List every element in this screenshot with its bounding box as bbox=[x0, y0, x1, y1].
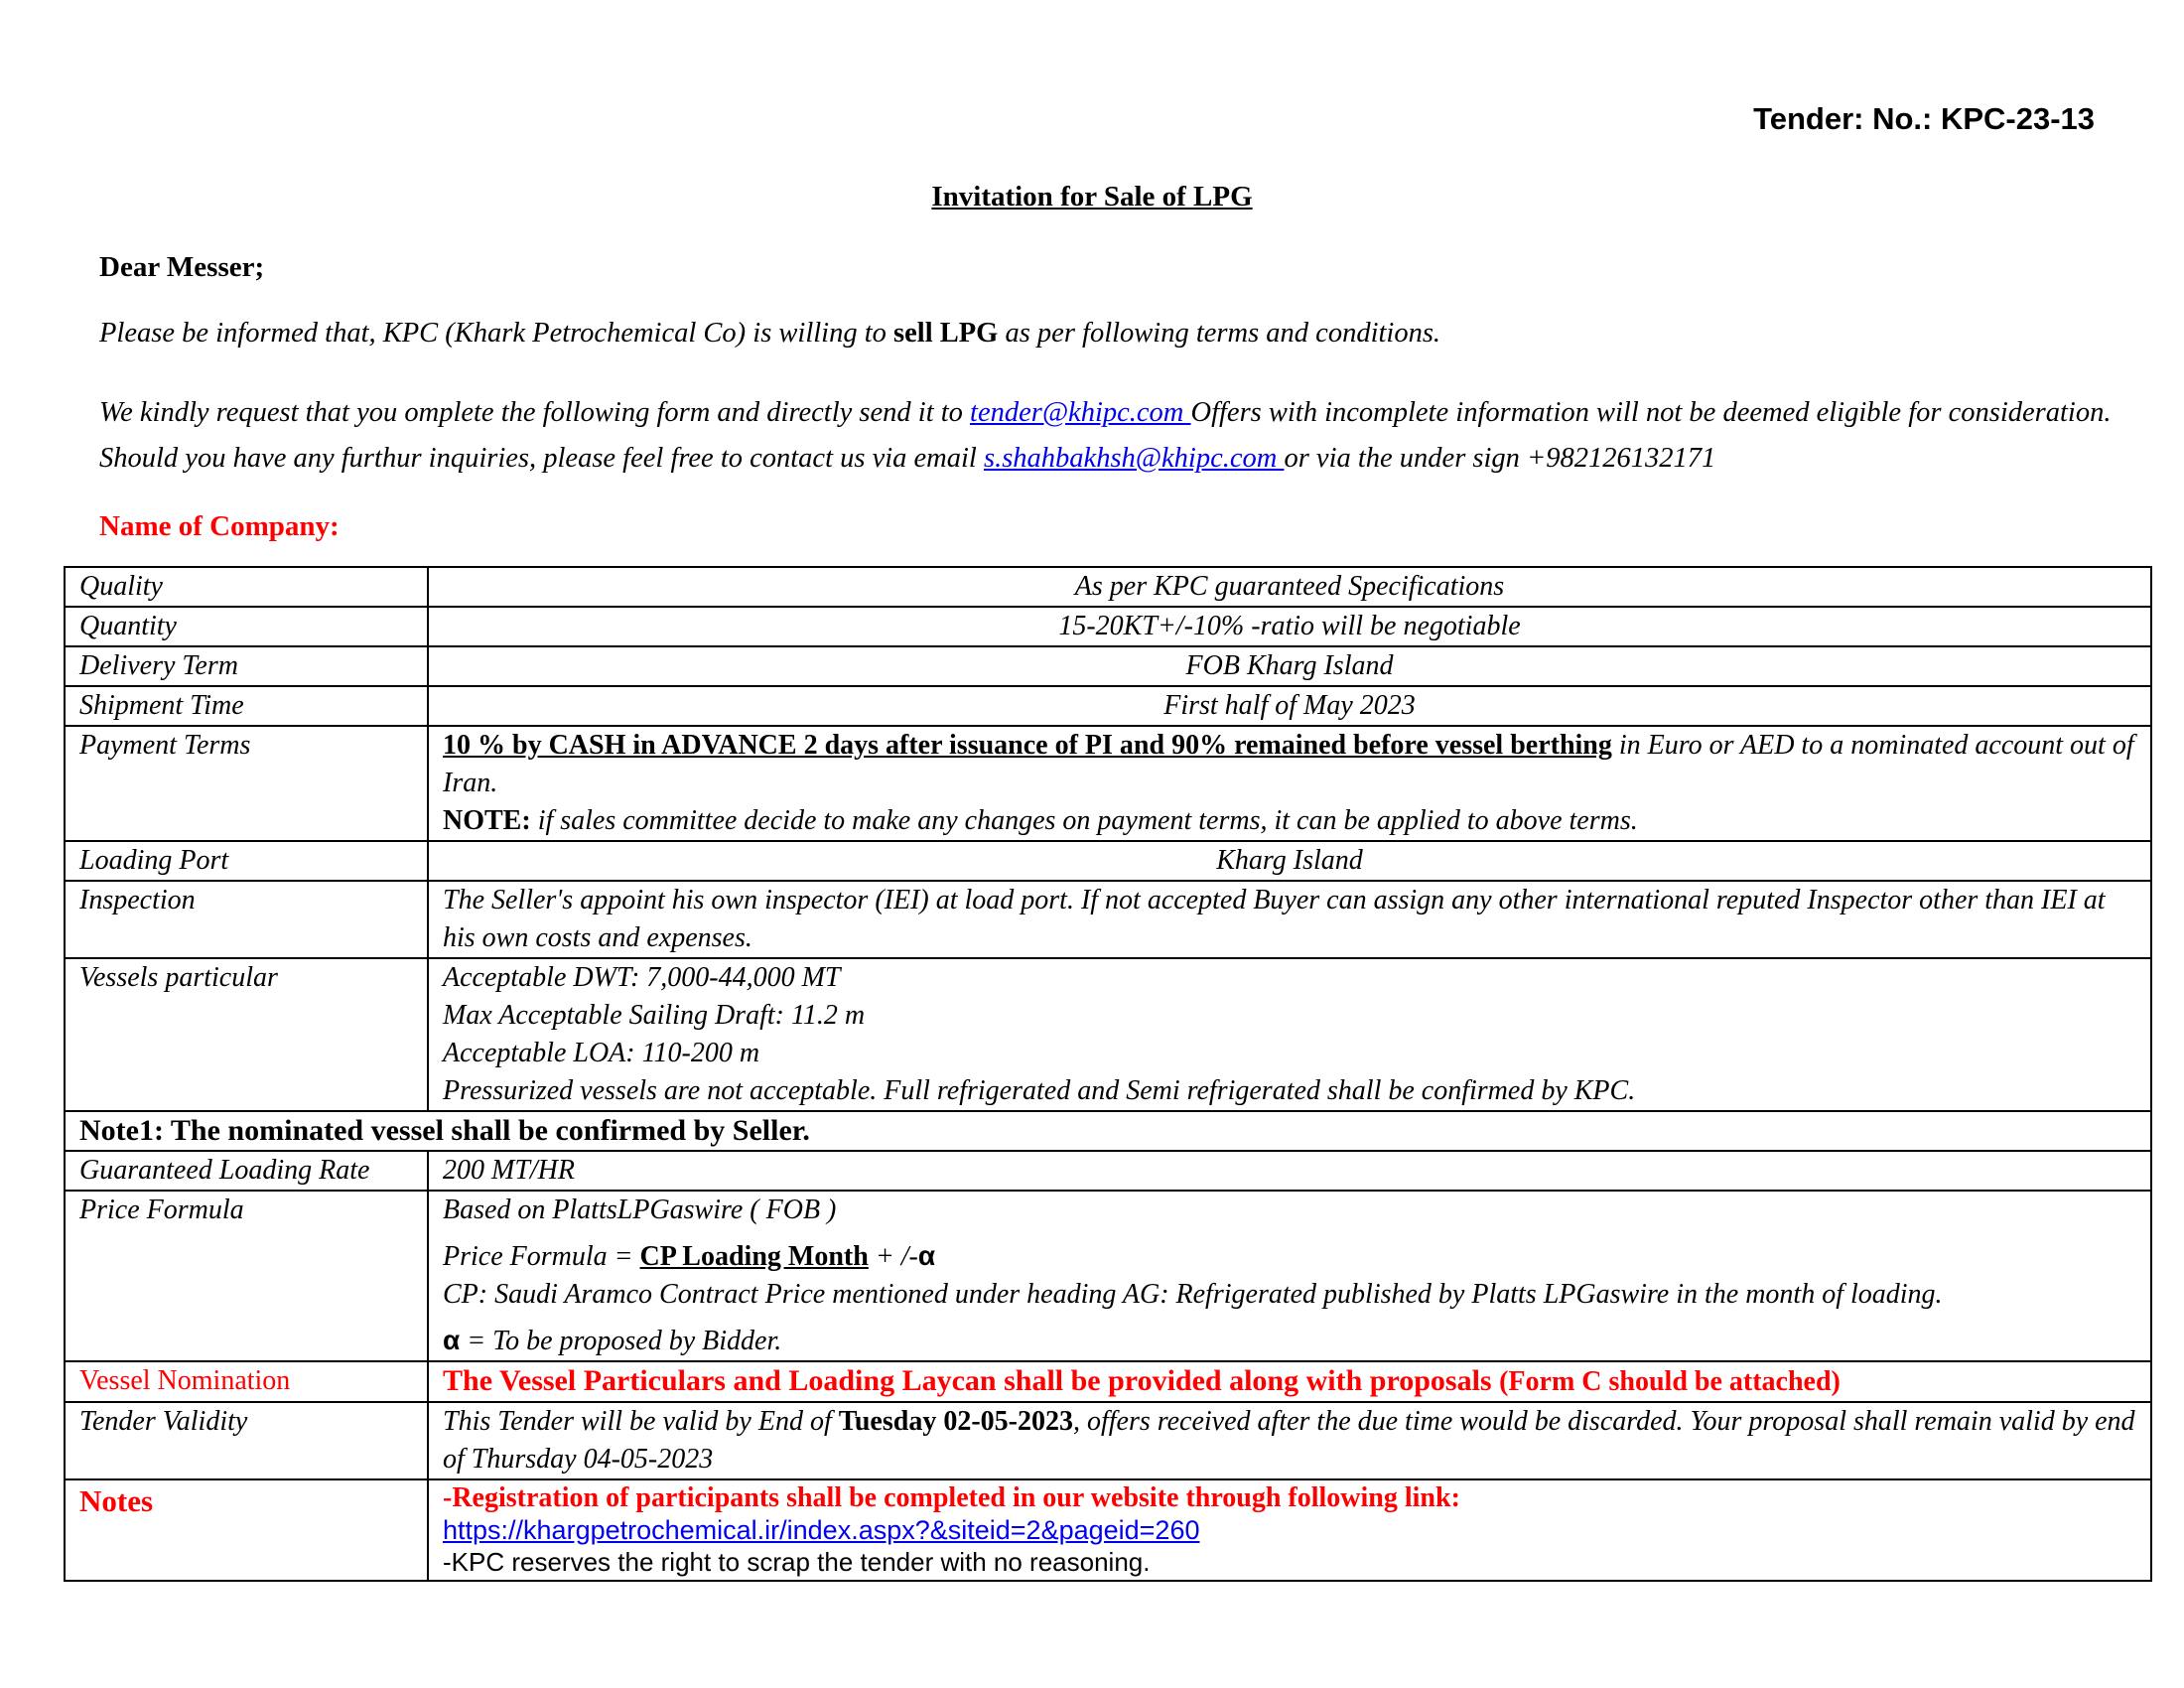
shipment-time-label: Shipment Time bbox=[65, 686, 428, 726]
greeting: Dear Messer; bbox=[99, 251, 265, 283]
notes-label: Notes bbox=[65, 1479, 428, 1581]
terms-table bbox=[64, 566, 2152, 1582]
vessel-draft: Max Acceptable Sailing Draft: 11.2 m bbox=[443, 1000, 866, 1031]
validity-deadline: Tuesday 02-05-2023 bbox=[838, 1406, 1073, 1437]
formula-suffix: + /- bbox=[868, 1241, 918, 1272]
table-row-vessels bbox=[65, 958, 2151, 1111]
payment-note-label: NOTE: bbox=[443, 805, 531, 836]
payment-rest-text: in Euro or AED to a nominated account out of Iran. bbox=[443, 730, 2134, 798]
vessel-loa: Acceptable LOA: 110-200 m bbox=[443, 1038, 760, 1068]
company-name-label: Name of Company: bbox=[99, 510, 340, 542]
intro-text-start: Please be informed that, KPC (Khark Petrochemical Co) is willing to bbox=[99, 318, 894, 349]
table-row-shipment bbox=[65, 686, 2151, 726]
table-row-notes bbox=[65, 1479, 2151, 1581]
loading-rate-value: 200 MT/HR bbox=[428, 1151, 2151, 1191]
inspection-value: The Seller's appoint his own inspector (IEI) at load port. If not accepted Buyer can assign any other international reputed Inspector other than IEI at his own costs and expenses. bbox=[428, 881, 2151, 958]
vessel-refrigeration-note: Pressurized vessels are not acceptable. Full refrigerated and Semi refrigerated shall be confirmed by KPC. bbox=[443, 1075, 1636, 1106]
loading-rate-label: Guaranteed Loading Rate bbox=[65, 1151, 428, 1191]
alpha-definition bbox=[443, 1322, 2136, 1360]
shipment-time-value: First half of May 2023 bbox=[428, 686, 2151, 726]
tender-validity-label: Tender Validity bbox=[65, 1402, 428, 1479]
notes-value bbox=[428, 1479, 2151, 1581]
price-formula-label: Price Formula bbox=[65, 1191, 428, 1361]
loading-port-label: Loading Port bbox=[65, 841, 428, 881]
validity-text-start: This Tender will be valid by End of bbox=[443, 1406, 839, 1437]
payment-terms-value bbox=[428, 726, 2151, 841]
table-row-loading-port bbox=[65, 841, 2151, 881]
request-text-middle: Offers with incomplete information will not be deemed eligible for consideration. Should you have any furthur inquiries, please feel free to contact us via email bbox=[99, 397, 2112, 474]
vessels-particular-value bbox=[428, 958, 2151, 1111]
vessel-nomination-label: Vessel Nomination bbox=[65, 1361, 428, 1402]
tender-number: Tender: No.: KPC-23-13 bbox=[1753, 101, 2095, 136]
cp-definition: CP: Saudi Aramco Contract Price mentioned under heading AG: Refrigerated published by Platts LPGaswire in the month of loading. bbox=[443, 1279, 1943, 1310]
registration-note: -Registration of participants shall be completed in our website through following link: bbox=[443, 1482, 1460, 1513]
table-row-price-formula bbox=[65, 1191, 2151, 1361]
request-paragraph bbox=[99, 390, 2115, 482]
inspection-label: Inspection bbox=[65, 881, 428, 958]
vessel-dwt: Acceptable DWT: 7,000-44,000 MT bbox=[443, 962, 841, 993]
intro-paragraph bbox=[99, 318, 1440, 350]
alpha-definition-text: = To be proposed by Bidder. bbox=[460, 1326, 782, 1356]
table-row-inspection bbox=[65, 881, 2151, 958]
table-row-payment bbox=[65, 726, 2151, 841]
table-row-loading-rate bbox=[65, 1151, 2151, 1191]
table-row-note1 bbox=[65, 1111, 2151, 1151]
document-title: Invitation for Sale of LPG bbox=[931, 181, 1253, 212]
tender-validity-value bbox=[428, 1402, 2151, 1479]
price-formula-value bbox=[428, 1191, 2151, 1361]
quantity-value: 15-20KT+/-10% -ratio will be negotiable bbox=[428, 607, 2151, 646]
note1-text: Note1: The nominated vessel shall be confirmed by Seller. bbox=[65, 1111, 2151, 1151]
intro-bold-text: sell LPG bbox=[893, 318, 999, 349]
table-row-vessel-nomination bbox=[65, 1361, 2151, 1402]
contact-email-link[interactable]: s.shahbakhsh@khipc.com bbox=[983, 443, 1285, 474]
validity-text-end: , offers received after the due time would be discarded. Your proposal shall remain valid by end of Thursday 04-05-2023 bbox=[443, 1406, 2135, 1475]
alpha-symbol: α bbox=[917, 1240, 936, 1271]
vessels-particular-label: Vessels particular bbox=[65, 958, 428, 1111]
request-text-end: or via the under sign +982126132171 bbox=[1284, 443, 1716, 474]
formula-prefix: Price Formula = bbox=[443, 1241, 640, 1272]
tender-email-link[interactable]: tender@khipc.com bbox=[970, 397, 1191, 428]
price-basis: Based on PlattsLPGaswire ( FOB ) bbox=[443, 1195, 837, 1225]
intro-text-end: as per following terms and conditions. bbox=[998, 318, 1441, 349]
quality-label: Quality bbox=[65, 567, 428, 607]
vessel-nomination-text: The Vessel Particulars and Loading Laycan shall be provided along with proposals bbox=[443, 1364, 1500, 1397]
formula-cp-loading-month: CP Loading Month bbox=[639, 1241, 869, 1272]
payment-note-text: if sales committee decide to make any changes on payment terms, it can be applied to above terms. bbox=[530, 805, 1638, 836]
form-c-note: (Form C should be attached) bbox=[1499, 1366, 1841, 1397]
vessel-nomination-value bbox=[428, 1361, 2151, 1402]
payment-terms-label: Payment Terms bbox=[65, 726, 428, 841]
table-row-quantity bbox=[65, 607, 2151, 646]
payment-bold-text: 10 % by CASH in ADVANCE 2 days after issuance of PI and 90% remained before vessel berthing bbox=[443, 730, 1612, 761]
delivery-term-label: Delivery Term bbox=[65, 646, 428, 686]
alpha-symbol-2: α bbox=[443, 1325, 461, 1355]
table-row-delivery bbox=[65, 646, 2151, 686]
loading-port-value: Kharg Island bbox=[428, 841, 2151, 881]
table-row-quality bbox=[65, 567, 2151, 607]
registration-link[interactable]: https://khargpetrochemical.ir/index.aspx?&siteid=2&pageid=260 bbox=[443, 1515, 1200, 1545]
price-formula-line bbox=[443, 1237, 2136, 1276]
quality-value: As per KPC guaranteed Specifications bbox=[428, 567, 2151, 607]
table-row-tender-validity bbox=[65, 1402, 2151, 1479]
quantity-label: Quantity bbox=[65, 607, 428, 646]
reservation-note: -KPC reserves the right to scrap the tender with no reasoning. bbox=[443, 1547, 1151, 1577]
delivery-term-value: FOB Kharg Island bbox=[428, 646, 2151, 686]
request-text-start: We kindly request that you omplete the following form and directly send it to bbox=[99, 397, 971, 428]
